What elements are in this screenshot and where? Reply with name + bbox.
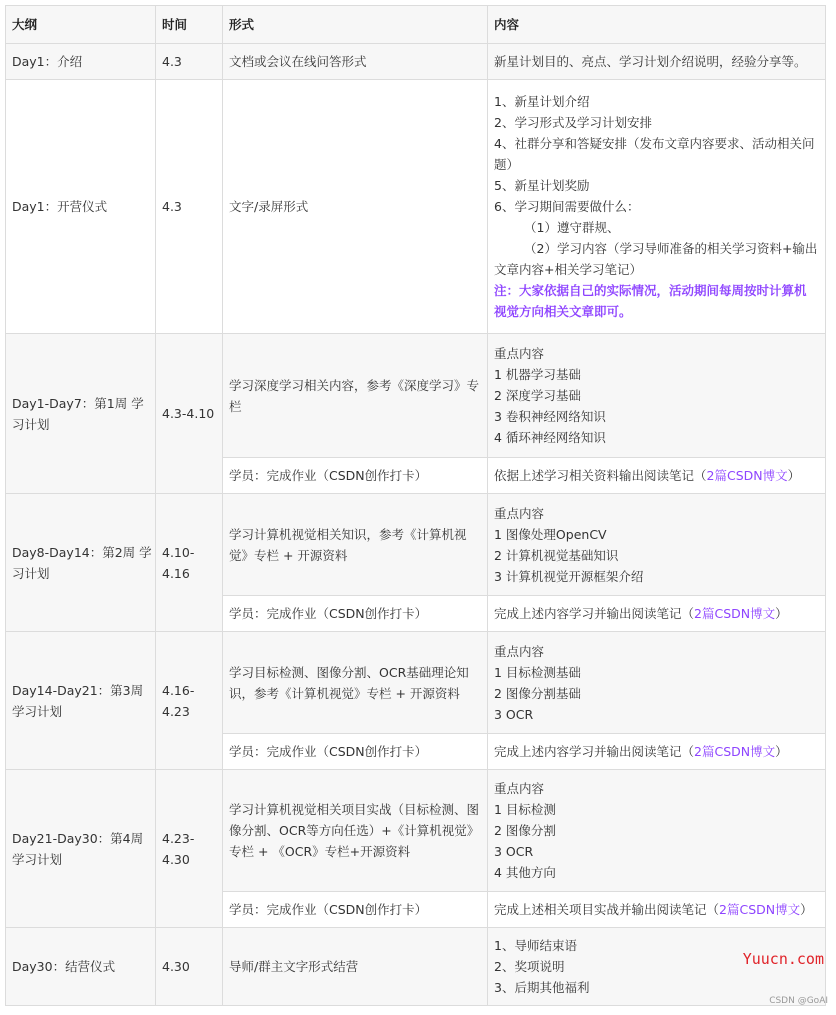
form-line: 识，参考《计算机视觉》专栏 + 开源资料 — [229, 685, 460, 701]
outline-line: Day21-Day30：第4周 — [12, 830, 144, 846]
form-line: 栏 — [229, 398, 242, 414]
header-content: 内容 — [488, 6, 826, 44]
content-line: 3 卷积神经网络知识 — [494, 409, 606, 424]
outline-cell: Day30：结营仪式 — [6, 928, 156, 1006]
homework-content-cell — [488, 458, 826, 494]
homework-end: ） — [775, 744, 788, 759]
homework-text: 完成上述内容学习并输出阅读笔记（ — [494, 606, 695, 621]
time-cell — [156, 494, 223, 632]
homework-form-cell: 学员：完成作业（CSDN创作打卡） — [223, 596, 488, 632]
table-row — [6, 632, 826, 734]
content-line: 4 其他方向 — [494, 865, 556, 880]
header-form: 形式 — [223, 6, 488, 44]
content-line: 2 图像分割基础 — [494, 685, 581, 701]
watermark-credit: CSDN @GoAI — [769, 996, 828, 1006]
content-line: 1 图像处理OpenCV — [494, 526, 607, 542]
table-row — [6, 334, 826, 458]
time-line: 4.16- — [162, 682, 195, 698]
outline-cell: Day1：开营仪式 — [6, 80, 156, 334]
form-cell — [223, 494, 488, 596]
time-cell — [156, 632, 223, 770]
outline-cell — [6, 632, 156, 770]
homework-content-cell — [488, 892, 826, 928]
outline-line: 习计划 — [12, 565, 50, 581]
content-line: 2 深度学习基础 — [494, 388, 581, 403]
content-line: 重点内容 — [494, 346, 545, 361]
form-line: 觉》专栏 + 开源资料 — [229, 547, 348, 563]
table-row — [6, 80, 826, 334]
csdn-blog-link[interactable]: 2篇CSDN博文 — [694, 606, 776, 621]
header-time: 时间 — [156, 6, 223, 44]
content-cell — [488, 80, 826, 334]
content-line: 1 目标检测 — [494, 802, 556, 817]
content-line: 1 目标检测基础 — [494, 664, 581, 680]
content-line: 2 图像分割 — [494, 823, 556, 838]
csdn-blog-link[interactable]: 2篇CSDN博文 — [694, 744, 776, 759]
csdn-blog-link[interactable]: 2篇CSDN博文 — [719, 902, 801, 917]
outline-line: 习计划 — [12, 416, 50, 432]
table-row — [6, 494, 826, 596]
time-line: 4.30 — [162, 851, 190, 867]
note-line: 注：大家依据自己的实际情况，活动期间每周按时计算机 — [494, 283, 807, 298]
content-line: 4、社群分享和答疑安排（发布文章内容要求、活动相关问 — [494, 136, 815, 151]
homework-end: ） — [775, 606, 788, 621]
homework-text: 依据上述学习相关资料输出阅读笔记（ — [494, 468, 707, 483]
content-line: 1、导师结束语 — [494, 938, 577, 953]
table-row — [6, 44, 826, 80]
note-line: 视觉方向相关文章即可。 — [494, 304, 632, 319]
time-line: 4.23- — [162, 830, 195, 846]
homework-form-cell: 学员：完成作业（CSDN创作打卡） — [223, 458, 488, 494]
content-line: 1、新星计划介绍 — [494, 94, 590, 109]
form-cell — [223, 334, 488, 458]
form-cell: 文档或会议在线问答形式 — [223, 44, 488, 80]
content-line: （2）学习内容（学习导师准备的相关学习资料+输出 — [524, 241, 818, 256]
homework-text: 完成上述相关项目实战并输出阅读笔记（ — [494, 902, 720, 917]
content-line: 重点内容 — [494, 505, 545, 521]
table-row — [6, 770, 826, 892]
table-header-row — [6, 6, 826, 44]
outline-line: 学习计划 — [12, 851, 63, 867]
form-cell — [223, 632, 488, 734]
time-cell: 4.3-4.10 — [156, 334, 223, 494]
header-outline: 大纲 — [6, 6, 156, 44]
watermark-site: Yuucn.com — [742, 950, 824, 968]
time-line: 4.23 — [162, 703, 190, 719]
study-plan-table — [5, 5, 826, 1006]
content-cell — [488, 334, 826, 458]
content-line: 1 机器学习基础 — [494, 367, 581, 382]
outline-line: Day14-Day21：第3周 — [12, 682, 144, 698]
content-line: 重点内容 — [494, 781, 545, 796]
form-line: 学习计算机视觉相关知识，参考《计算机视 — [229, 526, 467, 542]
form-line: 学习计算机视觉相关项目实战（目标检测、图 — [229, 802, 480, 817]
form-line: 学习深度学习相关内容，参考《深度学习》专 — [229, 377, 480, 393]
homework-form-cell: 学员：完成作业（CSDN创作打卡） — [223, 892, 488, 928]
csdn-blog-link[interactable]: 2篇CSDN博文 — [706, 468, 788, 483]
outline-cell — [6, 334, 156, 494]
form-cell: 文字/录屏形式 — [223, 80, 488, 334]
content-line: 文章内容+相关学习笔记） — [494, 262, 642, 277]
content-line: 4 循环神经网络知识 — [494, 430, 606, 445]
homework-content-cell — [488, 734, 826, 770]
content-line: 2、奖项说明 — [494, 959, 565, 974]
time-cell — [156, 770, 223, 928]
content-line: 2、学习形式及学习计划安排 — [494, 115, 652, 130]
form-cell — [223, 770, 488, 892]
outline-line: Day1-Day7：第1周 学 — [12, 395, 144, 411]
content-line: 3 OCR — [494, 844, 534, 859]
outline-line: Day8-Day14：第2周 学 — [12, 544, 152, 560]
content-line: 2 计算机视觉基础知识 — [494, 547, 619, 563]
form-line: 专栏 + 《OCR》专栏+开源资料 — [229, 844, 411, 859]
content-line: 3、后期其他福利 — [494, 980, 590, 995]
outline-cell — [6, 770, 156, 928]
time-cell: 4.3 — [156, 44, 223, 80]
time-cell: 4.3 — [156, 80, 223, 334]
outline-line: 学习计划 — [12, 703, 63, 719]
content-cell — [488, 494, 826, 596]
homework-text: 完成上述内容学习并输出阅读笔记（ — [494, 744, 695, 759]
time-cell: 4.30 — [156, 928, 223, 1006]
table-row — [6, 928, 826, 1006]
content-line: 重点内容 — [494, 643, 545, 659]
homework-form-cell: 学员：完成作业（CSDN创作打卡） — [223, 734, 488, 770]
homework-content-cell — [488, 596, 826, 632]
form-line: 像分割、OCR等方向任选）+《计算机视觉》 — [229, 823, 480, 838]
content-line: 5、新星计划奖励 — [494, 178, 590, 193]
outline-cell — [6, 494, 156, 632]
outline-cell: Day1：介绍 — [6, 44, 156, 80]
content-cell — [488, 770, 826, 892]
content-cell — [488, 632, 826, 734]
content-line: 题） — [494, 157, 520, 172]
form-cell: 导师/群主文字形式结营 — [223, 928, 488, 1006]
homework-end: ） — [800, 902, 813, 917]
content-line: （1）遵守群规、 — [524, 220, 620, 235]
form-line: 学习目标检测、图像分割、OCR基础理论知 — [229, 664, 469, 680]
homework-end: ） — [787, 468, 801, 483]
content-line: 6、学习期间需要做什么： — [494, 199, 640, 214]
time-line: 4.10- — [162, 544, 195, 560]
content-cell: 新星计划目的、亮点、学习计划介绍说明，经验分享等。 — [488, 44, 826, 80]
content-line: 3 计算机视觉开源框架介绍 — [494, 568, 644, 584]
content-line: 3 OCR — [494, 706, 534, 722]
time-line: 4.16 — [162, 565, 190, 581]
